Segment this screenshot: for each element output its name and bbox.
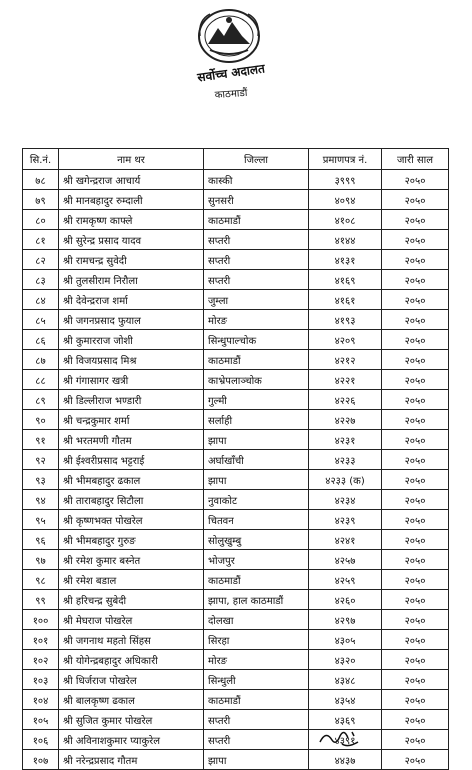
name-cell: श्री रमेश कुमार बस्नेत (59, 550, 204, 570)
name-cell: श्री ताराबहादुर सिटौला (59, 490, 204, 510)
district-cell: सुनसरी (204, 190, 309, 210)
district-cell: सप्तरी (204, 230, 309, 250)
table-row (23, 590, 449, 610)
district-cell: काठमाडौं (204, 690, 309, 710)
name-cell: श्री सुजित कुमार पोखरेल (59, 710, 204, 730)
issue-year-cell: २०५० (382, 730, 449, 750)
certificate-no-cell: ४१०८ (309, 210, 382, 230)
issue-year-cell: २०५० (382, 410, 449, 430)
column-header-name: नाम थर (59, 149, 204, 170)
table-row (23, 670, 449, 690)
certificate-no-cell: ४२३१ (309, 430, 382, 450)
district-cell: सप्तरी (204, 270, 309, 290)
name-cell: श्री देवेन्द्रराज शर्मा (59, 290, 204, 310)
table-row (23, 570, 449, 590)
serial-cell: ८६ (23, 330, 59, 350)
serial-cell: ९४ (23, 490, 59, 510)
table-row (23, 470, 449, 490)
name-cell: श्री जगनप्रसाद फुयाल (59, 310, 204, 330)
district-cell: सिन्धुपाल्चोक (204, 330, 309, 350)
table-row (23, 490, 449, 510)
name-cell: श्री योगेन्द्रबहादुर अधिकारी (59, 650, 204, 670)
name-cell: श्री विजयप्रसाद मिश्र (59, 350, 204, 370)
district-cell: सप्तरी (204, 730, 309, 750)
table-row (23, 530, 449, 550)
table-row (23, 650, 449, 670)
certificate-no-cell: ४३५४ (309, 690, 382, 710)
table-row (23, 430, 449, 450)
court-city: काठमाडौं (214, 87, 248, 102)
serial-cell: ९८ (23, 570, 59, 590)
serial-cell: ७९ (23, 190, 59, 210)
district-cell: काठमाडौं (204, 210, 309, 230)
table-row (23, 170, 449, 190)
name-cell: श्री कुमारराज जोशी (59, 330, 204, 350)
name-cell: श्री भीमबहादुर गुरुङ (59, 530, 204, 550)
district-cell: झापा (204, 470, 309, 490)
issue-year-cell: २०५० (382, 210, 449, 230)
issue-year-cell: २०५० (382, 430, 449, 450)
table-row (23, 630, 449, 650)
district-cell: काभ्रेपलाञ्चोक (204, 370, 309, 390)
issue-year-cell: २०५० (382, 590, 449, 610)
serial-cell: ८२ (23, 250, 59, 270)
certificate-no-cell: ४३४८ (309, 670, 382, 690)
certificate-no-cell: ४३६९ (309, 710, 382, 730)
name-cell: श्री चन्द्रकुमार शर्मा (59, 410, 204, 430)
district-cell: कास्की (204, 170, 309, 190)
district-cell: झापा (204, 430, 309, 450)
name-cell: श्री नरेन्द्रप्रसाद गौतम (59, 750, 204, 770)
district-cell: झापा, हाल काठमाडौं (204, 590, 309, 610)
serial-cell: ८१ (23, 230, 59, 250)
serial-cell: ८९ (23, 390, 59, 410)
certificate-no-cell: ३९९९ (309, 170, 382, 190)
name-cell: श्री ईश्वरीप्रसाद भट्टराई (59, 450, 204, 470)
name-cell: श्री भीमबहादुर ढकाल (59, 470, 204, 490)
name-cell: श्री धिर्जराज पोखरेल (59, 670, 204, 690)
table-row (23, 290, 449, 310)
district-cell: सर्लाही (204, 410, 309, 430)
certificate-table (22, 148, 449, 770)
issue-year-cell: २०५० (382, 310, 449, 330)
table-row (23, 410, 449, 430)
issue-year-cell: २०५० (382, 530, 449, 550)
certificate-no-cell: ४३९१ (309, 730, 382, 750)
certificate-no-cell: ४४३७ (309, 750, 382, 770)
certificate-no-cell: ४२२१ (309, 370, 382, 390)
serial-cell: ८५ (23, 310, 59, 330)
serial-cell: १०४ (23, 690, 59, 710)
nepal-emblem-icon (196, 6, 262, 64)
issue-year-cell: २०५० (382, 290, 449, 310)
district-cell: सप्तरी (204, 250, 309, 270)
name-cell: श्री रमेश बडाल (59, 570, 204, 590)
serial-cell: ८८ (23, 370, 59, 390)
serial-cell: ९५ (23, 510, 59, 530)
handwritten-signature-icon (318, 722, 362, 750)
issue-year-cell: २०५० (382, 710, 449, 730)
serial-cell: १०० (23, 610, 59, 630)
serial-cell: १०१ (23, 630, 59, 650)
certificate-no-cell: ४२४१ (309, 530, 382, 550)
column-header-serial: सि.नं. (23, 149, 59, 170)
name-cell: श्री खगेन्द्रराज आचार्य (59, 170, 204, 190)
issue-year-cell: २०५० (382, 650, 449, 670)
table-row (23, 250, 449, 270)
serial-cell: ८३ (23, 270, 59, 290)
table-row (23, 510, 449, 530)
table-row (23, 210, 449, 230)
certificate-no-cell: ४२२७ (309, 410, 382, 430)
name-cell: श्री कृष्णभक्त पोखरेल (59, 510, 204, 530)
certificate-no-cell: ४०९४ (309, 190, 382, 210)
district-cell: दोलखा (204, 610, 309, 630)
district-cell: मोरङ (204, 310, 309, 330)
issue-year-cell: २०५० (382, 570, 449, 590)
serial-cell: ७८ (23, 170, 59, 190)
table-row (23, 690, 449, 710)
district-cell: मोरङ (204, 650, 309, 670)
district-cell: काठमाडौं (204, 350, 309, 370)
serial-cell: ९० (23, 410, 59, 430)
table-row (23, 390, 449, 410)
issue-year-cell: २०५० (382, 470, 449, 490)
serial-cell: ८४ (23, 290, 59, 310)
issue-year-cell: २०५० (382, 350, 449, 370)
certificate-no-cell: ४२५९ (309, 570, 382, 590)
certificate-no-cell: ४३२० (309, 650, 382, 670)
certificate-no-cell: ४१६९ (309, 270, 382, 290)
serial-cell: ९१ (23, 430, 59, 450)
serial-cell: १०६ (23, 730, 59, 750)
serial-cell: ९९ (23, 590, 59, 610)
name-cell: श्री जगनाथ महतो सिंहस (59, 630, 204, 650)
district-cell: सप्तरी (204, 710, 309, 730)
name-cell: श्री भरतमणी गौतम (59, 430, 204, 450)
issue-year-cell: २०५० (382, 490, 449, 510)
name-cell: श्री मेघराज पोखरेल (59, 610, 204, 630)
serial-cell: ८७ (23, 350, 59, 370)
name-cell: श्री रामकृष्ण काफ्ले (59, 210, 204, 230)
document-header (0, 0, 472, 110)
table-row (23, 330, 449, 350)
serial-cell: १०३ (23, 670, 59, 690)
table-row (23, 730, 449, 750)
serial-cell: १०२ (23, 650, 59, 670)
court-name: सर्वोच्च अदालत (196, 61, 266, 85)
certificate-no-cell: ४२३३ (क) (309, 470, 382, 490)
table-row (23, 550, 449, 570)
table-row (23, 610, 449, 630)
certificate-no-cell: ४१९३ (309, 310, 382, 330)
certificate-no-cell: ४१६१ (309, 290, 382, 310)
table-row (23, 710, 449, 730)
district-cell: नुवाकोट (204, 490, 309, 510)
issue-year-cell: २०५० (382, 550, 449, 570)
issue-year-cell: २०५० (382, 390, 449, 410)
certificate-no-cell: ४२९७ (309, 610, 382, 630)
issue-year-cell: २०५० (382, 170, 449, 190)
name-cell: श्री रामचन्द्र सुवेदी (59, 250, 204, 270)
issue-year-cell: २०५० (382, 670, 449, 690)
name-cell: श्री हरिचन्द्र सुबेदी (59, 590, 204, 610)
certificate-no-cell: ४२६० (309, 590, 382, 610)
name-cell: श्री तुलसीराम निरौला (59, 270, 204, 290)
district-cell: सोलुखुम्बु (204, 530, 309, 550)
issue-year-cell: २०५० (382, 270, 449, 290)
table-row (23, 450, 449, 470)
district-cell: भोजपुर (204, 550, 309, 570)
issue-year-cell: २०५० (382, 510, 449, 530)
table-row (23, 350, 449, 370)
certificate-no-cell: ४२२६ (309, 390, 382, 410)
issue-year-cell: २०५० (382, 690, 449, 710)
table-row (23, 310, 449, 330)
issue-year-cell: २०५० (382, 250, 449, 270)
certificate-no-cell: ४२१२ (309, 350, 382, 370)
name-cell: श्री बालकृष्ण ढकाल (59, 690, 204, 710)
certificate-no-cell: ४२३४ (309, 490, 382, 510)
column-header-district: जिल्ला (204, 149, 309, 170)
certificate-no-cell: ४२३९ (309, 510, 382, 530)
district-cell: जुम्ला (204, 290, 309, 310)
name-cell: श्री सुरेन्द्र प्रसाद यादव (59, 230, 204, 250)
issue-year-cell: २०५० (382, 330, 449, 350)
name-cell: श्री डिल्लीराज भण्डारी (59, 390, 204, 410)
serial-cell: ९६ (23, 530, 59, 550)
serial-cell: ९३ (23, 470, 59, 490)
issue-year-cell: २०५० (382, 370, 449, 390)
issue-year-cell: २०५० (382, 230, 449, 250)
table-row (23, 370, 449, 390)
serial-cell: ९७ (23, 550, 59, 570)
district-cell: काठमाडौं (204, 570, 309, 590)
table-header-row (23, 149, 449, 170)
name-cell: श्री अविनाशकुमार प्याकुरेल (59, 730, 204, 750)
issue-year-cell: २०५० (382, 610, 449, 630)
certificate-no-cell: ४२३३ (309, 450, 382, 470)
certificate-no-cell: ४२५७ (309, 550, 382, 570)
issue-year-cell: २०५० (382, 450, 449, 470)
certificate-no-cell: ४३०५ (309, 630, 382, 650)
district-cell: झापा (204, 750, 309, 770)
district-cell: सिरहा (204, 630, 309, 650)
certificate-no-cell: ४१४४ (309, 230, 382, 250)
district-cell: सिन्धुली (204, 670, 309, 690)
certificate-no-cell: ४१३१ (309, 250, 382, 270)
name-cell: श्री मानबहादुर रुम्दाली (59, 190, 204, 210)
table-row (23, 270, 449, 290)
serial-cell: ८० (23, 210, 59, 230)
table-row (23, 750, 449, 770)
issue-year-cell: २०५० (382, 630, 449, 650)
serial-cell: १०७ (23, 750, 59, 770)
column-header-certificate-no: प्रमाणपत्र नं. (309, 149, 382, 170)
table-row (23, 190, 449, 210)
table-row (23, 230, 449, 250)
district-cell: अर्घाखाँची (204, 450, 309, 470)
issue-year-cell: २०५० (382, 190, 449, 210)
issue-year-cell: २०५० (382, 750, 449, 770)
serial-cell: १०५ (23, 710, 59, 730)
district-cell: गुल्मी (204, 390, 309, 410)
certificate-no-cell: ४२०९ (309, 330, 382, 350)
district-cell: चितवन (204, 510, 309, 530)
serial-cell: ९२ (23, 450, 59, 470)
name-cell: श्री गंगासागर खत्री (59, 370, 204, 390)
column-header-issue-year: जारी साल (382, 149, 449, 170)
